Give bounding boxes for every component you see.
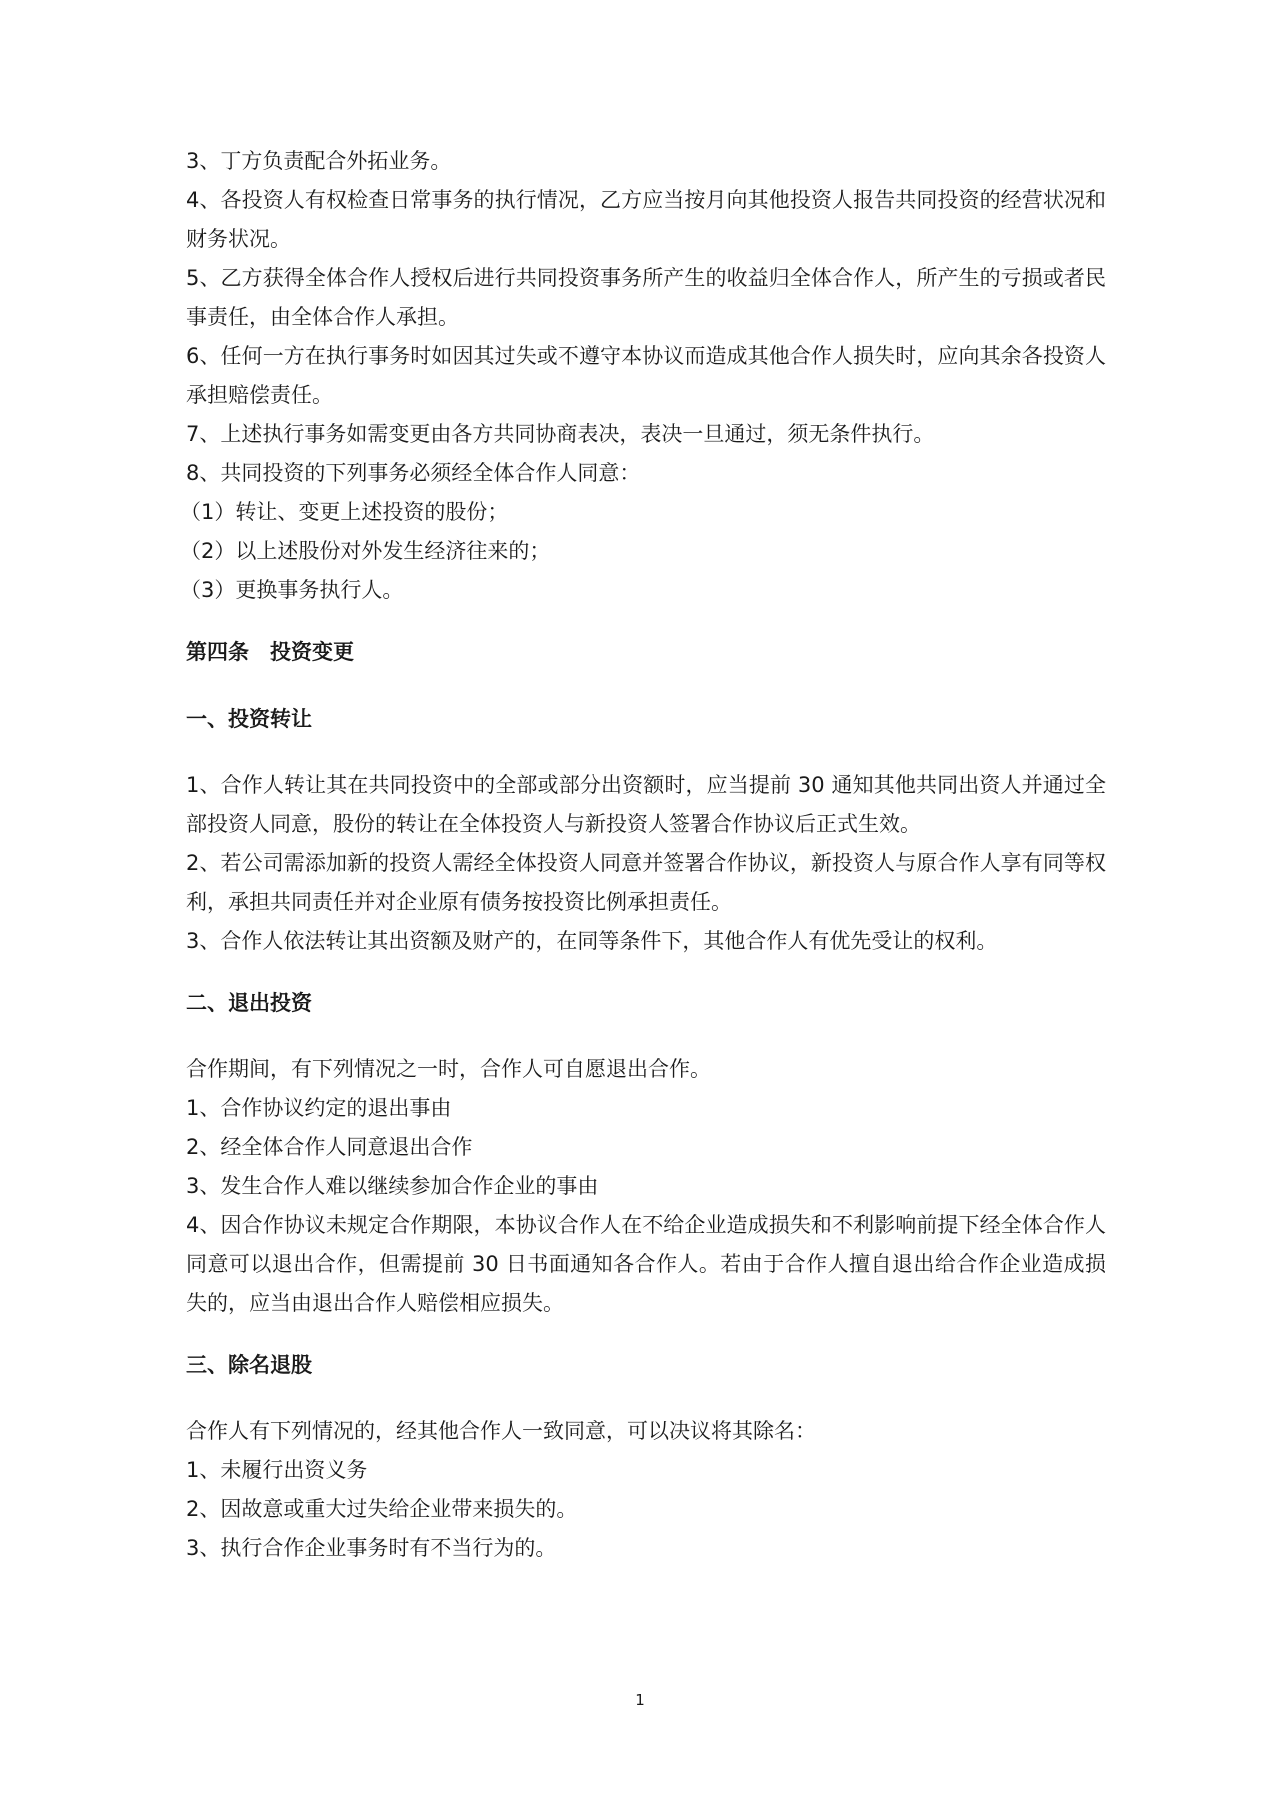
clause-item-8: 8、共同投资的下列事务必须经全体合作人同意： [186, 461, 641, 485]
clause-item-3: 3、丁方负责配合外拓业务。 [186, 149, 452, 173]
exit-intro: 合作期间，有下列情况之一时，合作人可自愿退出合作。 [186, 1057, 711, 1081]
transfer-item-3: 3、合作人依法转让其出资额及财产的，在同等条件下，其他合作人有优先受让的权利。 [186, 929, 998, 953]
page-number: 1 [635, 1691, 645, 1709]
clause-item-4: 4、各投资人有权检查日常事务的执行情况，乙方应当按月向其他投资人报告共同投资的经营状况和财务状况。 [186, 188, 1106, 251]
expel-item-2: 2、因故意或重大过失给企业带来损失的。 [186, 1497, 578, 1521]
section-expel-heading: 三、除名退股 [186, 1353, 312, 1377]
clause-item-6: 6、任何一方在执行事务时如因其过失或不遵守本协议而造成其他合作人损失时，应向其余各投资人承担赔偿责任。 [186, 344, 1106, 407]
exit-item-4: 4、因合作协议未规定合作期限，本协议合作人在不给企业造成损失和不利影响前提下经全体合作人同意可以退出合作，但需提前 30 日书面通知各合作人。若由于合作人擅自退出给合作企业造成损失的，应当由退出合作人赔偿相应损失。 [186, 1213, 1106, 1315]
expel-item-1: 1、未履行出资义务 [186, 1458, 368, 1482]
clause-item-7: 7、上述执行事务如需变更由各方共同协商表决，表决一旦通过，须无条件执行。 [186, 422, 935, 446]
expel-item-3: 3、执行合作企业事务时有不当行为的。 [186, 1536, 557, 1560]
transfer-item-2: 2、若公司需添加新的投资人需经全体投资人同意并签署合作协议，新投资人与原合作人享有同等权利，承担共同责任并对企业原有债务按投资比例承担责任。 [186, 851, 1106, 914]
exit-item-2: 2、经全体合作人同意退出合作 [186, 1135, 473, 1159]
document-body [180, 142, 1106, 1568]
section-exit-heading: 二、退出投资 [186, 991, 312, 1015]
exit-item-1: 1、合作协议约定的退出事由 [186, 1096, 452, 1120]
sub-item-1: （1）转让、变更上述投资的股份； [180, 500, 509, 524]
clause-item-5: 5、乙方获得全体合作人授权后进行共同投资事务所产生的收益归全体合作人，所产生的亏损或者民事责任，由全体合作人承担。 [186, 266, 1106, 329]
exit-item-3: 3、发生合作人难以继续参加合作企业的事由 [186, 1174, 599, 1198]
transfer-item-1: 1、合作人转让其在共同投资中的全部或部分出资额时，应当提前 30 通知其他共同出资人并通过全部投资人同意，股份的转让在全体投资人与新投资人签署合作协议后正式生效。 [186, 773, 1106, 836]
article-4-heading: 第四条 投资变更 [186, 640, 354, 664]
expel-intro: 合作人有下列情况的，经其他合作人一致同意，可以决议将其除名： [186, 1419, 816, 1443]
section-transfer-heading: 一、投资转让 [186, 707, 312, 731]
sub-item-2: （2）以上述股份对外发生经济往来的； [180, 539, 551, 563]
sub-item-3: （3）更换事务执行人。 [180, 578, 404, 602]
